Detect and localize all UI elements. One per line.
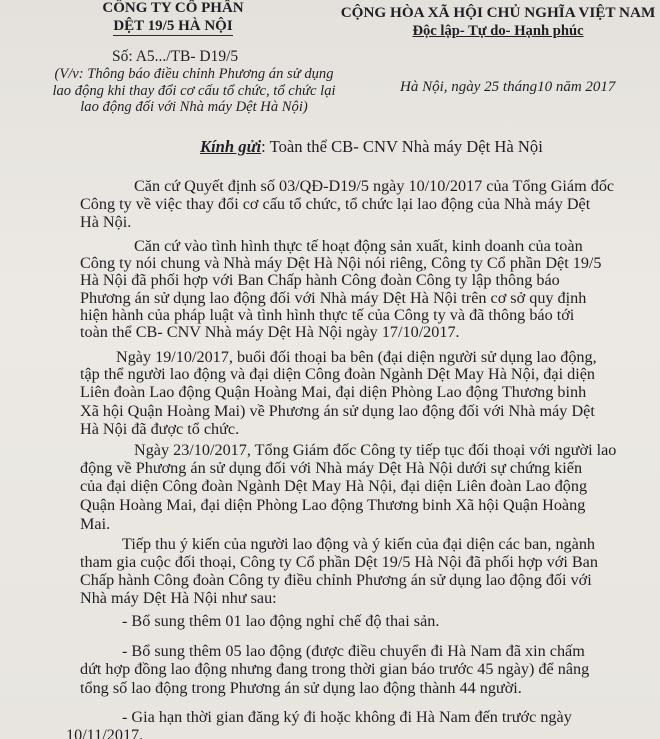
nation-title: CỘNG HÒA XÃ HỘI CHỦ NGHĨA VIỆT NAM — [340, 4, 656, 21]
paragraph-line: Ngày 19/10/2017, buổi đối thoại ba bên (đại diện người sử dụng lao động, — [116, 348, 597, 366]
paragraph-line: Công ty về việc thay đổi cơ cấu tổ chức, tổ chức lại lao động của Nhà máy Dệt — [80, 195, 591, 213]
paragraph-line: động về Phương án sử dụng đối với Nhà máy Dệt Hà Nội dưới sự chứng kiến — [80, 459, 583, 477]
paragraph-line: Căn cứ vào tình hình thực tế hoạt động sản xuất, kinh doanh của toàn — [134, 237, 583, 255]
paragraph-line: tập thể người lao động và đại diện Công đoàn Ngành Dệt May Hà Nội, đại diện — [80, 365, 595, 383]
paragraph-line: Xã hội Quận Hoàng Mai) về Phương án sử dụng lao động đối với Nhà máy Dệt — [80, 402, 595, 420]
bullet-item-continuation: 10/11/2017. — [66, 726, 144, 739]
paragraph-line: Hà Nội. — [80, 213, 132, 231]
paragraph-line: Công ty nói chung và Nhà máy Dệt Hà Nội nói riêng, Công ty Cổ phần Dệt 19/5 — [80, 254, 602, 272]
motto: Độc lập- Tự do- Hạnh phúc — [412, 23, 584, 39]
bullet-item-continuation: dứt hợp đồng lao động nhưng đang trong thời gian báo trước 45 ngày) để nâng — [80, 660, 590, 678]
document-number: Số: A5.../TB- D19/5 — [112, 48, 239, 65]
subject-line: (V/v: Thông báo điều chỉnh Phương án sử dụng — [54, 66, 334, 82]
paragraph-line: của đại diện Công đoàn Ngành Dệt May Hà Nội, đại diện Liên đoàn Lao động — [80, 477, 588, 495]
recipient-line — [200, 137, 543, 157]
bullet-item: - Bổ sung thêm 01 lao động nghỉ chế độ thai sản. — [122, 612, 440, 630]
paragraph-line: Quận Hoàng Mai, đại diện Phòng Lao động Thương binh Xã hội Quận Hoàng — [80, 496, 586, 514]
issuer-block — [88, 0, 258, 36]
paragraph-line: Liên đoàn Lao động Quận Hoàng Mai, đại diện Phòng Lao động Thương binh — [80, 383, 587, 401]
paragraph-line: toàn thể CB- CNV Nhà máy Dệt Hà Nội ngày 17/10/2017. — [80, 323, 460, 341]
paragraph-line: Hà Nội đã phối hợp với Ban Chấp hành Công đoàn Công ty lập thông báo — [80, 271, 560, 289]
paragraph-line: Hà Nội đã được tổ chức. — [80, 420, 240, 438]
bullet-item: - Gia hạn thời gian đăng ký đi hoặc không đi Hà Nam đến trước ngày — [122, 708, 572, 726]
paragraph-line: Nhà máy Dệt Hà Nội như sau: — [80, 589, 277, 607]
paragraph-line: Tiếp thu ý kiến của người lao động và ý kiến của đại diện các ban, ngành — [122, 535, 596, 553]
paragraph-line: Mai. — [80, 515, 111, 533]
paragraph-line: Căn cứ Quyết định số 03/QĐ-D19/5 ngày 10/10/2017 của Tổng Giám đốc — [134, 177, 615, 195]
paragraph-line: Chấp hành Công đoàn Công ty điều chỉnh Phương án sử dụng lao động đối với — [80, 571, 592, 589]
paragraph-line: hiện hành của pháp luật và tình hình thực tế của Công ty và đã thông báo tới — [80, 306, 575, 324]
paragraph-line: tham gia cuộc đối thoại, Công ty Cổ phần Dệt 19/5 Hà Nội đã phối hợp với Ban — [80, 553, 598, 571]
subject-line: lao động đối với Nhà máy Dệt Hà Nội) — [80, 99, 308, 115]
subject-block — [44, 66, 344, 116]
bullet-item: - Bổ sung thêm 05 lao động (được điều chuyển đi Hà Nam đã xin chấm — [122, 642, 585, 660]
place-date: Hà Nội, ngày 25 tháng10 năm 2017 — [400, 79, 616, 95]
bullet-item-continuation: tổng số lao động trong Phương án sử dụng lao động thành 44 người. — [80, 679, 522, 697]
paragraph-line: Ngày 23/10/2017, Tổng Giám đốc Công ty tiếp tục đối thoại với người lao — [134, 441, 617, 459]
paragraph-line: Phương án sử dụng lao động đối với Nhà máy Dệt Hà Nội trên cơ sở quy định — [80, 289, 587, 307]
company-name-line2: DỆT 19/5 HÀ NỘI — [113, 18, 233, 34]
company-name-line1: CÔNG TY CỔ PHẦN — [102, 0, 244, 16]
recipient-label: Kính gửi — [200, 137, 262, 156]
recipient-text: : Toàn thể CB- CNV Nhà máy Dệt Hà Nội — [261, 137, 543, 156]
national-header — [338, 4, 658, 40]
subject-line: lao động khi thay đổi cơ cấu tổ chức, tổ chức lại — [52, 82, 336, 99]
